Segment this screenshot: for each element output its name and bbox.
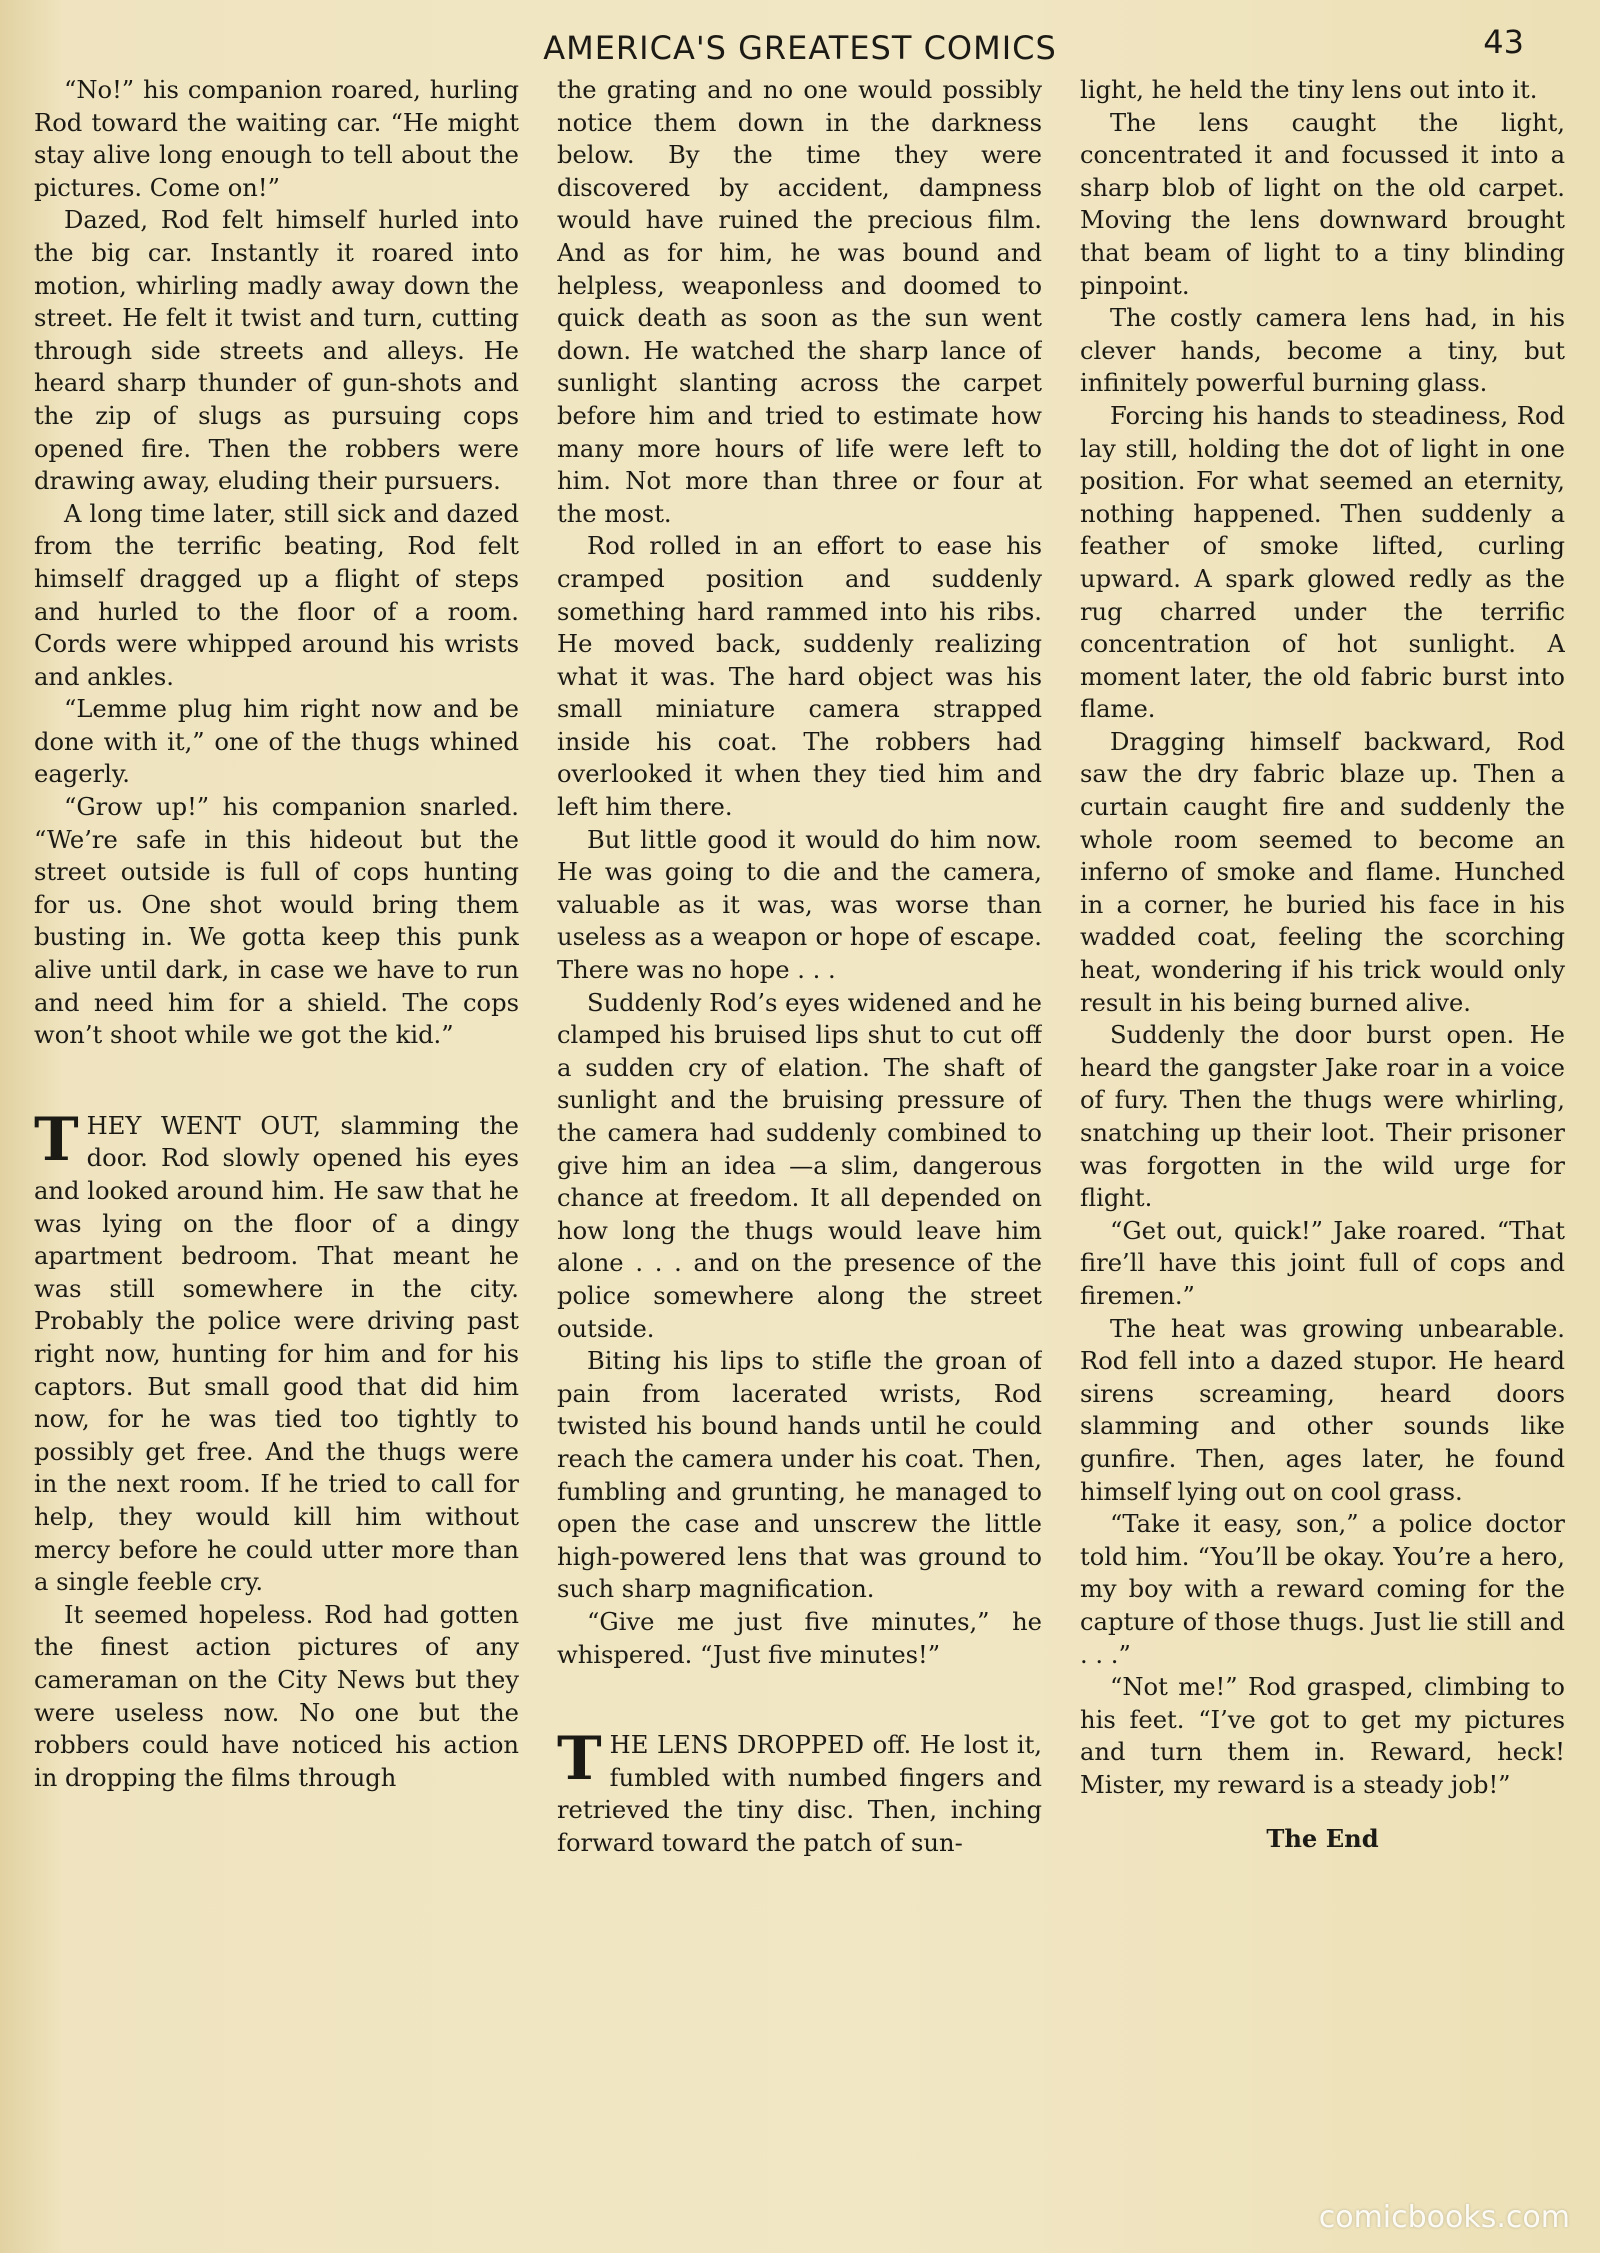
paragraph: Biting his lips to stifle the groan of pain from lacerated wrists, Rod twisted his bound hands until he could reach the camera under his coat. Then, fumbling and grunting, he managed to open the case and unscrew the little high-powered lens that was ground to such sharp magnification. [557,1347,1042,1604]
paragraph: Suddenly the door burst open. He heard the gangster Jake roar in a voice of fury. Then the thugs were whirling, snatching up their loot. Their prisoner was forgotten in the wild urge for flight. [1080,1021,1565,1213]
section-text: HE LENS DROPPED off. He lost it, fumbled with numbed fingers and retrieved the tiny disc. Then, inching forward toward the patch of sun- [557,1731,1042,1857]
paragraph: Dazed, Rod felt himself hurled into the big car. Instantly it roared into motion, whirling madly away down the street. He felt it twist and turn, cutting through side streets and alleys. He heard sharp thunder of gun-shots and the zip of slugs as pursuing cops opened fire. Then the robbers were drawing away, eluding their pursuers. [34,206,519,496]
paragraph: “Take it easy, son,” a police doctor told him. “You’ll be okay. You’re a hero, my boy with a reward coming for the capture of those thugs. Just lie still and . . .” [1080,1510,1565,1669]
paragraph: “Not me!” Rod grasped, climbing to his feet. “I’ve got to get my pictures and turn them in. Reward, heck! Mister, my reward is a steady job!” [1080,1673,1565,1799]
section-paragraph [34,1104,519,1599]
paragraph: “No!” his companion roared, hurling Rod toward the waiting car. “He might stay alive long enough to tell about the pictures. Come on!” [34,76,519,202]
page-number: 43 [1483,23,1524,61]
paragraph: “Grow up!” his companion snarled. “We’re safe in this hideout but the street outside is full of cops hunting for us. One shot would bring them busting in. We gotta keep this punk alive until dark, in case we have to run and need him for a shield. The cops won’t shoot while we got the kid.” [34,793,519,1050]
drop-cap: T [557,1724,602,1795]
paragraph: “Give me just five minutes,” he whispered. “Just five minutes!” [557,1607,1042,1669]
paragraph: But little good it would do him now. He was going to die and the camera, valuable as it was, was worse than useless as a weapon or hope of escape. There was no hope . . . [557,825,1042,985]
column-1 [34,74,519,2204]
section-text: HEY WENT OUT, slamming the door. Rod slowly opened his eyes and looked around him. He saw that he was lying on the floor of a dingy apartment bedroom. That meant he was still somewhere in the city. Probably the police were driving past right now, hunting for him and for his captors. But small good that did him now, for he was tied too tightly to possibly get free. And the thugs were in the next room. If he tried to call for help, they would kill him without mercy before he could utter more than a single feeble cry. [34,1111,519,1597]
paragraph: It seemed hopeless. Rod had gotten the finest action pictures of any cameraman on the City News but they were useless now. No one but the robbers could have noticed his action in dropping the films through [34,1600,519,1792]
text-columns [34,74,1566,2204]
paragraph: Rod rolled in an effort to ease his cramped position and suddenly something hard rammed into his ribs. He moved back, suddenly realizing what it was. The hard object was his small miniature camera strapped inside his coat. The robbers had overlooked it when they tied him and left him there. [557,532,1042,822]
continued-paragraph: light, he held the tiny lens out into it. [1080,76,1538,104]
the-end: The End [1266,1824,1379,1854]
column-2 [557,74,1042,2204]
page-header [0,23,1600,78]
watermark: comicbooks.com [1318,2200,1570,2235]
paragraph: The heat was growing unbearable. Rod fell into a dazed stupor. He heard sirens screaming, heard doors slamming and other sounds like gunfire. Then, ages later, he found himself lying out on cool grass. [1080,1314,1565,1506]
drop-cap: T [34,1104,79,1175]
paragraph: “Get out, quick!” Jake roared. “That fire’ll have this joint full of cops and firemen.” [1080,1216,1565,1310]
column-3 [1080,74,1565,2204]
section-paragraph [557,1724,1042,1859]
paragraph: Forcing his hands to steadiness, Rod lay still, holding the dot of light in one position. For what seemed an eternity, nothing happened. Then suddenly a feather of smoke lifted, curling upward. A spark glowed redly as the rug charred under the terrific concentration of hot sunlight. A moment later, the old fabric burst into flame. [1080,401,1565,724]
paragraph: A long time later, still sick and dazed from the terrific beating, Rod felt himself dragged up a flight of steps and hurled to the floor of a room. Cords were whipped around his wrists and ankles. [34,499,519,691]
paragraph: “Lemme plug him right now and be done with it,” one of the thugs whined eagerly. [34,695,519,789]
paragraph: Dragging himself backward, Rod saw the dry fabric blaze up. Then a curtain caught fire and suddenly the whole room seemed to become an inferno of smoke and flame. Hunched in a corner, he buried his face in his wadded coat, feeling the scorching heat, wondering if his trick would only result in his being burned alive. [1080,727,1565,1017]
paragraph: The costly camera lens had, in his clever hands, become a tiny, but infinitely powerful burning glass. [1080,304,1565,398]
continued-paragraph: the grating and no one would possibly notice them down in the darkness below. By the time they were discovered by accident, dampness would have ruined the precious film. And as for him, he was bound and helpless, weaponless and doomed to quick death as soon as the sun went down. He watched the sharp lance of sunlight slanting across the carpet before him and tried to estimate how many more hours of life were left to him. Not more than three or four at the most. [557,76,1042,528]
paragraph: Suddenly Rod’s eyes widened and he clamped his bruised lips shut to cut off a sudden cry of elation. The shaft of sunlight and the bruising pressure of the camera had suddenly combined to give him an idea —a slim, dangerous chance at freedom. It all depended on how long the thugs would leave him alone . . . and on the presence of the police somewhere along the street outside. [557,988,1042,1343]
paragraph: The lens caught the light, concentrated it and focussed it into a sharp blob of light on the old carpet. Moving the lens downward brought that beam of light to a tiny blinding pinpoint. [1080,108,1565,300]
running-title: AMERICA'S GREATEST COMICS [543,29,1057,67]
